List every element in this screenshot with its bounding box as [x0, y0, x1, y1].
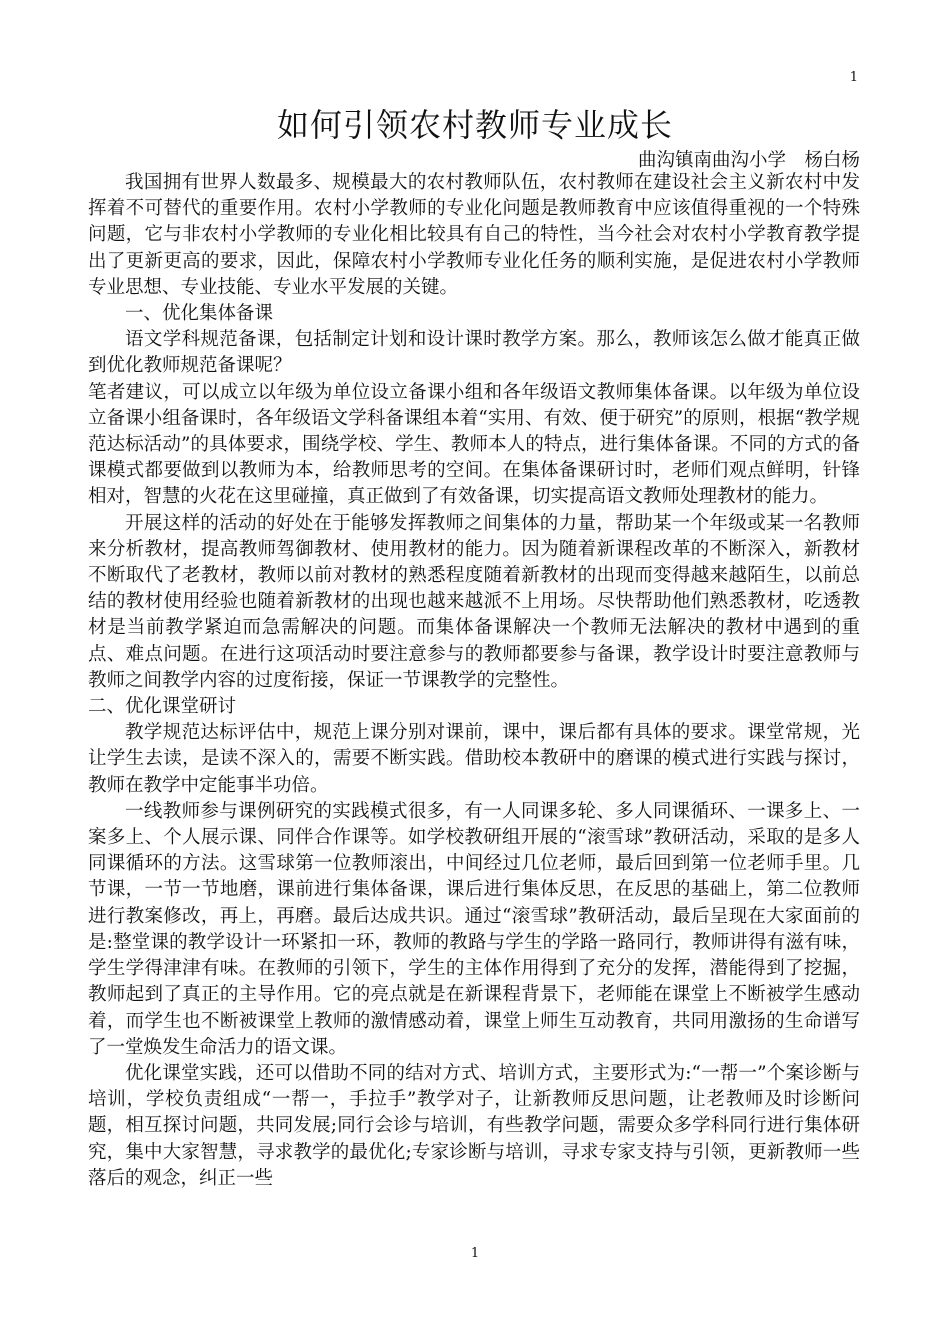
paragraph: 优化课堂实践，还可以借助不同的结对方式、培训方式，主要形式为:“一帮一”个案诊断与培训，学校负责组成“一帮一，手拉手”教学对子，让新教师反思问题，让老教师及时诊断问题，相互探讨问题，共同发展;同行会诊与培训，有些教学问题，需要众多学科同行进行集体研究，集中大家智慧，寻求教学的最优化;专家诊断与培训，寻求专家支持与引领，更新教师一些落后的观念，纠正一些 [88, 1062, 860, 1189]
paragraph: 语文学科规范备课，包括制定计划和设计课时教学方案。那么，教师该怎么做才能真正做到优化教师规范备课呢？ [88, 329, 860, 377]
footer-page-number: 1 [470, 1246, 480, 1261]
paragraph-intro: 我国拥有世界人数最多、规模最大的农村教师队伍，农村教师在建设社会主义新农村中发挥着不可替代的重要作用。农村小学教师的专业化问题是教师教育中应该值得重视的一个特殊问题，它与非农村小学教师的专业化相比较具有自己的特性，当今社会对农村小学教育教学提出了更新更高的要求，因此，保障农村小学教师专业化任务的顺利实施，是促进农村小学教师专业思想、专业技能、专业水平发展的关键。 [88, 172, 860, 298]
header-page-number: 1 [849, 70, 858, 85]
document-body [88, 170, 860, 1192]
paragraph: 笔者建议，可以成立以年级为单位设立备课小组和各年级语文教师集体备课。以年级为单位设立备课小组备课时，各年级语文学科备课组本着“实用、有效、便于研究”的原则，根据“教学规范达标活动”的具体要求，围绕学校、学生、教师本人的特点，进行集体备课。不同的方式的备课模式都要做到以教师为本，给教师思考的空间。在集体备课研讨时，老师们观点鲜明，针锋相对，智慧的火花在这里碰撞，真正做到了有效备课，切实提高语文教师处理教材的能力。 [88, 381, 860, 508]
page-title: 如何引领农村教师专业成长 [276, 106, 673, 144]
author-line: 曲沟镇南曲沟小学 杨白杨 [637, 150, 860, 171]
paragraph: 开展这样的活动的好处在于能够发挥教师之间集体的力量，帮助某一个年级或某一名教师来分析教材，提高教师驾御教材、使用教材的能力。因为随着新课程改革的不断深入，新教材不断取代了老教材，教师以前对教材的熟悉程度随着新教材的出现而变得越来越陌生，以前总结的教材使用经验也随着新教材的出现也越来越派不上用场。尽快帮助他们熟悉教材，吃透教材是当前教学紧迫而急需解决的问题。而集体备课解决一个教师无法解决的教材中遇到的重点、难点问题。在进行这项活动时要注意参与的教师都要参与备课，教学设计时要注意教师与教师之间教学内容的过度衔接，保证一节课教学的完整性。 [88, 512, 860, 691]
paragraph: 教学规范达标评估中，规范上课分别对课前，课中，课后都有具体的要求。课堂常规，光让学生去读，是读不深入的，需要不断实践。借助校本教研中的磨课的模式进行实践与探讨，教师在教学中定能事半功倍。 [88, 722, 860, 796]
section-heading-2: 二、优化课堂研讨 [88, 696, 237, 718]
section-heading-1: 一、优化集体备课 [125, 303, 274, 325]
paragraph: 一线教师参与课例研究的实践模式很多，有一人同课多轮、多人同课循环、一课多上、一案多上、个人展示课、同伴合作课等。如学校教研组开展的“滚雪球”教研活动，采取的是多人同课循环的方法。这雪球第一位教师滚出，中间经过几位老师，最后回到第一位老师手里。几节课，一节一节地磨，课前进行集体备课，课后进行集体反思，在反思的基础上，第二位教师进行教案修改，再上，再磨。最后达成共识。通过“滚雪球”教研活动，最后呈现在大家面前的是:整堂课的教学设计一环紧扣一环，教师的教路与学生的学路一路同行，教师讲得有滋有味，学生学得津津有味。在教师的引领下，学生的主体作用得到了充分的发挥，潜能得到了挖掘，教师起到了真正的主导作用。它的亮点就是在新课程背景下，老师能在课堂上不断被学生感动着，而学生也不断被课堂上教师的激情感动着，课堂上师生互动教育，共同用激扬的生命谱写了一堂焕发生命活力的语文课。 [88, 800, 860, 1058]
